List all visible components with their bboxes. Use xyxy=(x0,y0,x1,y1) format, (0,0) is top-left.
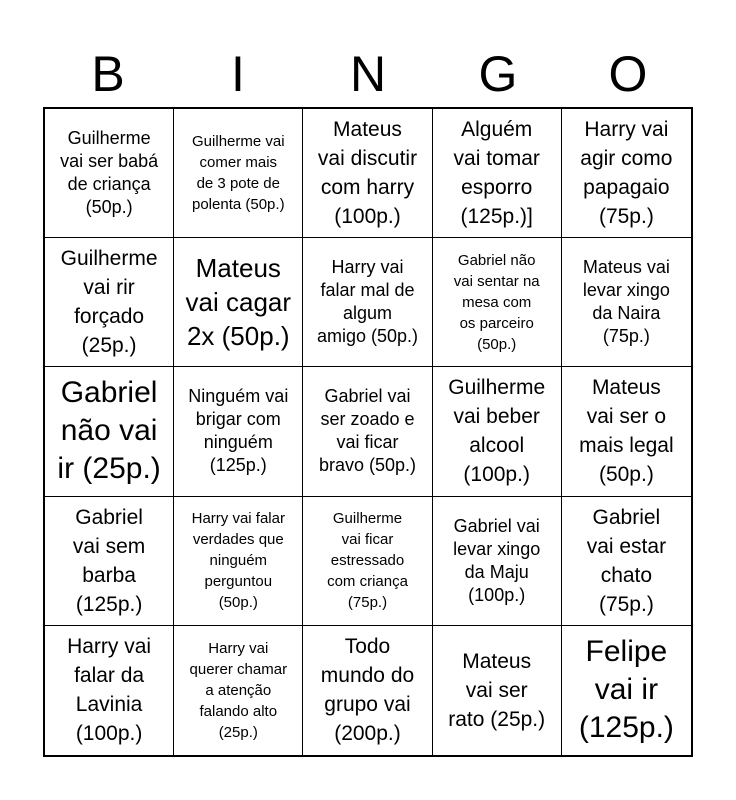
bingo-cell-r2-c2 xyxy=(174,238,303,367)
bingo-cell-r3-c4 xyxy=(433,367,562,496)
cell-text: Guilherme vai ser babá de criança (50p.) xyxy=(60,128,159,218)
cell-text: Gabriel vai ser zoado e vai ficar bravo (50p.) xyxy=(318,386,417,476)
bingo-card-grid xyxy=(43,107,693,757)
bingo-cell-r4-c4 xyxy=(433,497,562,626)
cell-text: Harry vai agir como papagaio (75p.) xyxy=(580,118,673,229)
cell-text: Gabriel vai levar xingo da Maju (100p.) xyxy=(453,515,541,605)
bingo-cell-r2-c5 xyxy=(562,238,691,367)
bingo-cell-r4-c5 xyxy=(562,497,691,626)
header-letter-o: O xyxy=(608,46,648,102)
bingo-cell-r3-c2 xyxy=(174,367,303,496)
cell-text: Ninguém vai brigar com ninguém (125p.) xyxy=(188,386,289,476)
bingo-cell-r1-c3 xyxy=(303,109,432,238)
cell-text: Guilherme vai comer mais de 3 pote de polenta (50p.) xyxy=(192,133,285,214)
bingo-cell-r3-c1 xyxy=(45,367,174,496)
bingo-cell-r2-c3 xyxy=(303,238,432,367)
cell-text: Harry vai falar mal de algum amigo (50p.) xyxy=(316,257,419,347)
bingo-cell-r3-c5 xyxy=(562,367,691,496)
cell-text: Mateus vai discutir com harry (100p.) xyxy=(317,118,418,229)
bingo-cell-r1-c4 xyxy=(433,109,562,238)
cell-text: Harry vai falar verdades que ninguém perguntou (50p.) xyxy=(191,510,285,612)
cell-text: Gabriel vai sem barba (125p.) xyxy=(72,505,146,616)
bingo-cell-r1-c2 xyxy=(174,109,303,238)
cell-text: Mateus vai levar xingo da Naira (75p.) xyxy=(582,257,670,347)
cell-text: Guilherme vai rir forçado (25p.) xyxy=(60,247,158,358)
bingo-cell-r4-c2 xyxy=(174,497,303,626)
cell-text: Harry vai falar da Lavinia (100p.) xyxy=(67,635,152,746)
bingo-cell-r2-c1 xyxy=(45,238,174,367)
bingo-cell-r5-c4 xyxy=(433,626,562,755)
cell-text: Gabriel não vai ir (25p.) xyxy=(57,376,161,486)
header-letter-i: I xyxy=(231,46,245,102)
cell-text: Gabriel vai estar chato (75p.) xyxy=(586,505,667,616)
cell-text: Guilherme vai ficar estressado com criança (75p.) xyxy=(327,510,408,612)
header-letter-b: B xyxy=(91,46,125,102)
cell-text: Felipe vai ir (125p.) xyxy=(578,635,674,745)
bingo-cell-r2-c4 xyxy=(433,238,562,367)
bingo-cell-r4-c3 xyxy=(303,497,432,626)
bingo-cell-r5-c2 xyxy=(174,626,303,755)
cell-text: Mateus vai cagar 2x (50p.) xyxy=(185,253,292,352)
bingo-cell-r4-c1 xyxy=(45,497,174,626)
cell-text: Alguém vai tomar esporro (125p.)] xyxy=(453,118,540,229)
cell-text: Harry vai querer chamar a atenção falando alto (25p.) xyxy=(189,639,288,741)
bingo-cell-r5-c3 xyxy=(303,626,432,755)
bingo-cell-r5-c5 xyxy=(562,626,691,755)
bingo-cell-r1-c5 xyxy=(562,109,691,238)
header-letter-n: N xyxy=(349,46,387,102)
cell-text: Gabriel não vai sentar na mesa com os parceiro (50p.) xyxy=(453,251,540,353)
bingo-cell-r1-c1 xyxy=(45,109,174,238)
bingo-header xyxy=(43,40,693,108)
cell-text: Todo mundo do grupo vai (200p.) xyxy=(320,635,415,746)
bingo-cell-r5-c1 xyxy=(45,626,174,755)
header-letter-g: G xyxy=(478,46,518,102)
cell-text: Mateus vai ser o mais legal (50p.) xyxy=(579,376,674,487)
cell-text: Guilherme vai beber alcool (100p.) xyxy=(448,376,546,487)
cell-text: Mateus vai ser rato (25p.) xyxy=(448,649,546,731)
bingo-cell-r3-c3 xyxy=(303,367,432,496)
